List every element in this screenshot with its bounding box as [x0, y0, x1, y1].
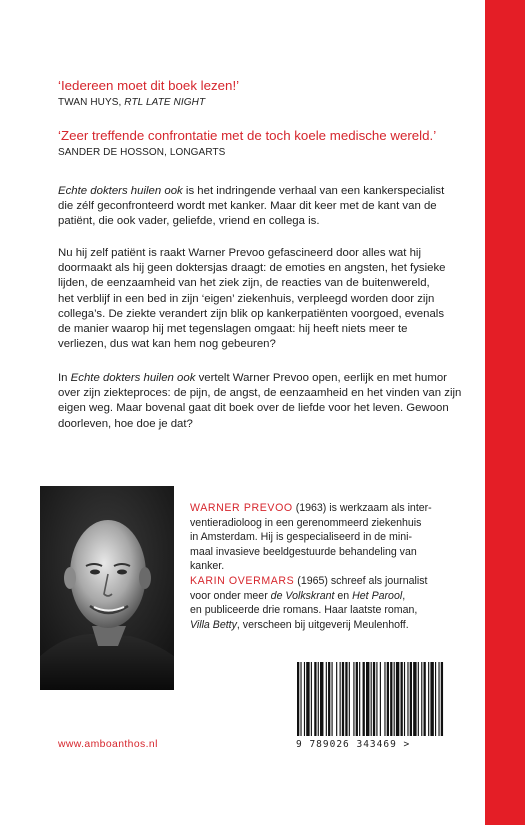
barcode-bar	[345, 662, 347, 736]
para2-line: de manier waarop hij met tegenslagen omgaat: hij heeft niets meer te	[58, 323, 408, 336]
barcode-bar	[328, 662, 330, 736]
barcode-bar	[318, 662, 319, 736]
barcode-bar	[371, 662, 372, 736]
barcode-bar	[376, 662, 377, 736]
author2-bio-text: ,	[402, 589, 406, 602]
quote-1-source	[58, 96, 478, 110]
para2-line: doormaakt als hij geen doktersjas draagt: de emoties en angsten, het fysieke	[58, 262, 446, 275]
author-photo	[40, 486, 174, 690]
barcode-bar	[349, 662, 350, 736]
para3-line: eigen weg. Maar bovenal gaat dit boek over de liefde voor het leven. Gewoon	[58, 402, 449, 415]
barcode-bar	[428, 662, 429, 736]
barcode-bar	[387, 662, 389, 736]
para2-line: het verblijf in een bed in zijn ‘eigen’ ziekenhuis, verpleegd worden door zijn	[58, 292, 435, 305]
barcode-bar	[314, 662, 316, 736]
quote-1-text: ‘Iedereen moet dit boek lezen!’	[58, 78, 240, 93]
paragraph-2	[58, 246, 478, 352]
barcode-bar	[332, 662, 333, 736]
barcode-bar	[326, 662, 327, 736]
author1-bio-line: maal invasieve beeldgestuurde behandeling van	[190, 545, 417, 558]
quote-1-source-name: TWAN HUYS,	[58, 97, 125, 108]
barcode-bar	[396, 662, 399, 736]
para2-line: Nu hij zelf patiënt is raakt Warner Prevoo gefascineerd door alles wat hij	[58, 247, 421, 259]
paragraph-3	[58, 371, 478, 432]
paragraph-1	[58, 184, 478, 230]
barcode-bar	[424, 662, 426, 736]
quote-2-source: SANDER DE HOSSON, LONGARTS	[58, 147, 226, 158]
author1-bio-line: (1963) is werkzaam als inter-	[292, 502, 432, 514]
barcode-bar	[336, 662, 337, 736]
quote-1	[58, 78, 478, 110]
para3-prefix: In	[58, 372, 71, 384]
barcode-bar	[353, 662, 354, 736]
barcode-bar	[356, 662, 358, 736]
barcode-bar	[435, 662, 436, 736]
author2-name: KARIN OVERMARS	[190, 574, 295, 587]
author-bios	[190, 501, 480, 632]
barcode-bar	[366, 662, 369, 736]
isbn-number: 9 789026 343469 >	[296, 739, 411, 750]
barcode-bar	[311, 662, 312, 736]
barcode-bar	[320, 662, 323, 736]
quote-2-text: ‘Zeer treffende confrontatie met de toch koele medische wereld.’	[58, 128, 437, 143]
barcode-bar	[394, 662, 395, 736]
novel-title: Villa Betty	[190, 618, 237, 631]
red-spine-bar	[485, 0, 525, 825]
barcode-bar	[390, 662, 392, 736]
para2-line: verliezen, dus wat kan hem nog gebeuren?	[58, 338, 276, 351]
barcode-bar	[413, 662, 416, 736]
barcode-bar	[401, 662, 403, 736]
para3-line: doorleven, hoe doe je dat?	[58, 417, 193, 430]
barcode-bar	[304, 662, 305, 736]
author2-bio-text: voor onder meer	[190, 589, 271, 602]
barcode	[291, 660, 476, 747]
barcode-bar	[363, 662, 365, 736]
barcode-bar	[359, 662, 360, 736]
para2-line: collega’s. De ziekte verandert zijn blik op kankerpatiënten voorgoed, evenals	[58, 307, 445, 320]
quote-1-source-show: RTL LATE NIGHT	[124, 97, 206, 108]
para3-line1: vertelt Warner Prevoo open, eerlijk en met humor	[195, 372, 447, 384]
publication-name: Het Parool	[352, 589, 403, 602]
barcode-bar	[438, 662, 439, 736]
book-title: Echte dokters huilen ook	[70, 372, 196, 384]
barcode-bar	[418, 662, 419, 736]
publication-name: de Volkskrant	[270, 589, 335, 602]
barcode-bar	[441, 662, 443, 736]
barcode-bar	[410, 662, 412, 736]
author1-name: WARNER PREVOO	[190, 502, 293, 514]
author-portrait-image	[40, 486, 174, 690]
author2-bio-line: (1965) schreef als journalist	[294, 574, 428, 587]
barcode-bar	[421, 662, 422, 736]
barcode-bar	[306, 662, 309, 736]
author1-bio-line: ventieradioloog in een gerenommeerd ziekenhuis	[190, 516, 422, 529]
para1-line2: die zélf geconfronteerd wordt met kanker. Maar dit keer met de kant van de	[58, 200, 437, 213]
author2-bio-text: en	[334, 589, 353, 602]
barcode-bars	[291, 660, 476, 738]
barcode-bar	[384, 662, 385, 736]
book-title: Echte dokters huilen ook	[58, 185, 183, 197]
barcode-bar	[430, 662, 433, 736]
quote-2	[58, 128, 478, 160]
barcode-bar	[300, 662, 301, 736]
barcode-bar	[342, 662, 344, 736]
author2-bio-text: , verscheen bij uitgeverij Meulenhoff.	[236, 618, 409, 631]
barcode-bar	[380, 662, 381, 736]
author1-bio-line: in Amsterdam. Hij is gespecialiseerd in de mini-	[190, 531, 412, 544]
barcode-bar	[340, 662, 341, 736]
para1-line3: patiënt, die ook vader, geliefde, vriend en collega is.	[58, 215, 320, 228]
barcode-bar	[373, 662, 375, 736]
barcode-bar	[297, 662, 299, 736]
author1-bio-line: kanker.	[190, 560, 225, 573]
author2-bio-line: en publiceerde drie romans. Haar laatste roman,	[190, 604, 418, 617]
para1-line1: is het indringende verhaal van een kankerspecialist	[182, 185, 445, 197]
publisher-website-link[interactable]: www.amboanthos.nl	[58, 739, 158, 750]
barcode-bar	[404, 662, 405, 736]
barcode-bar	[407, 662, 408, 736]
para3-line: over zijn ziekteproces: de pijn, de angst, de eenzaamheid en het vinden van zijn	[58, 387, 462, 400]
para2-line: lijden, de eenzaamheid van het ziek zijn, de reacties van de buitenwereld,	[58, 277, 430, 290]
